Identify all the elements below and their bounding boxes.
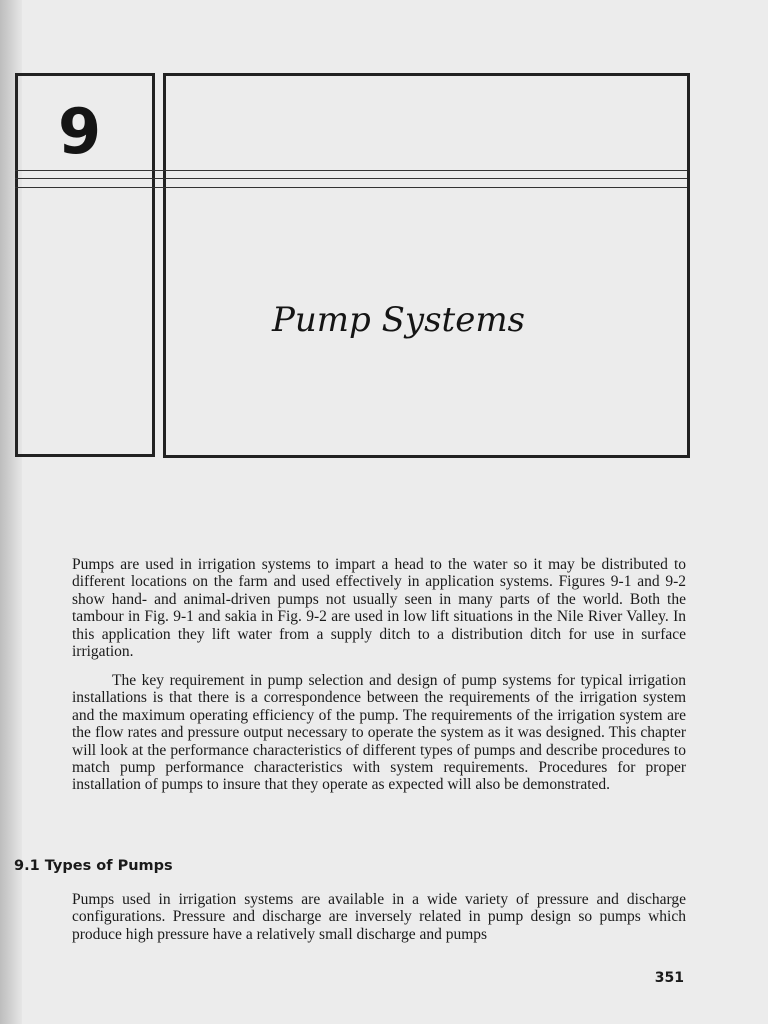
section-heading: 9.1 Types of Pumps [14,858,173,874]
intro-paragraph-2: The key requirement in pump selection and design of pump systems for typical irrigation installations is that there is a correspondence between the requirements of the irrigation system and the maximum operating efficiency of the pump. The requirements of the irrigation system are the flow rates and pressure output necessary to operate the system as it was designed. This chapter will look at the performance characteristics of different types of pumps and describe procedures to match pump performance characteristics with system requirements. Procedures for proper installation of pumps to insure that they operate as expected will also be demonstrated. [72,672,686,794]
section-paragraph: Pumps used in irrigation systems are available in a wide variety of pressure and discharge configurations. Pressure and discharge are inversely related in pump design so pumps which produce high pressure have a relatively small discharge and pumps [72,891,686,943]
chapter-title: Pump Systems [272,300,526,340]
header-rule-3 [15,187,687,188]
intro-paragraph-1: Pumps are used in irrigation systems to impart a head to the water so it may be distributed to different locations on the farm and used effectively in application systems. Figures 9-1 and 9-2 show hand- and animal-driven pumps not usually seen in many parts of the world. Both the tambour in Fig. 9-1 and sakia in Fig. 9-2 are used in low lift situations in the Nile River Valley. In this application they lift water from a supply ditch to a distribution ditch for use in surface irrigation. [72,556,686,661]
chapter-number: 9 [58,95,102,168]
chapter-title-box [163,73,690,458]
header-rule-2 [15,178,687,179]
page-number: 351 [654,970,684,986]
header-rule-1 [15,170,687,171]
